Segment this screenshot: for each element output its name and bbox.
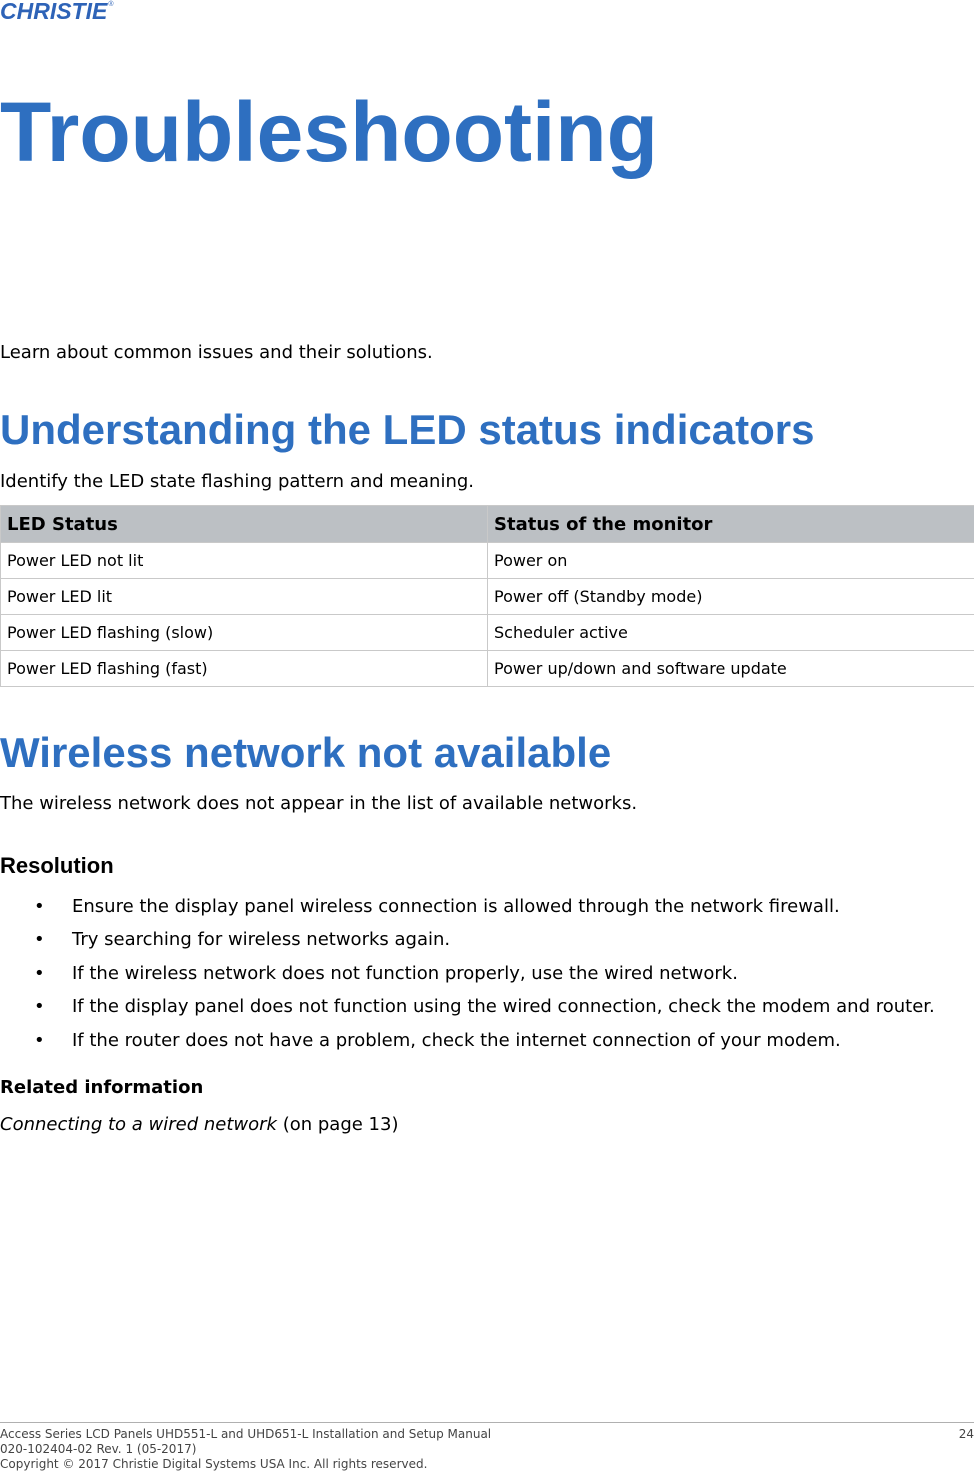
related-link-line — [0, 1113, 398, 1137]
led-section-title: Understanding the LED status indicators — [0, 406, 815, 453]
table-header-led-status: LED Status — [1, 506, 488, 543]
led-section-description: Identify the LED state flashing pattern and meaning. — [0, 471, 474, 492]
related-link[interactable]: Connecting to a wired network — [0, 1114, 277, 1135]
footer-doc-number: 020-102404-02 Rev. 1 (05-2017) — [0, 1442, 197, 1456]
list-item-text: If the display panel does not function using the wired connection, check the modem and router. — [72, 996, 935, 1018]
table-row — [1, 579, 974, 615]
bullet-icon: • — [34, 896, 45, 917]
list-item-text: Ensure the display panel wireless connection is allowed through the network firewall. — [72, 896, 840, 917]
page-footer — [0, 1427, 974, 1472]
table-header-monitor-status: Status of the monitor — [488, 506, 974, 543]
table-row — [1, 651, 974, 687]
page-number: 24 — [958, 1427, 974, 1441]
related-information-heading: Related information — [0, 1077, 204, 1098]
bullet-icon: • — [34, 929, 45, 951]
footer-copyright: Copyright © 2017 Christie Digital Systems USA Inc. All rights reserved. — [0, 1457, 428, 1471]
table-cell-led-status: Power LED flashing (slow) — [1, 615, 488, 651]
resolution-heading: Resolution — [0, 853, 114, 878]
bullet-icon: • — [34, 1029, 45, 1051]
related-link-page-ref: (on page 13) — [276, 1114, 399, 1135]
table-row — [1, 543, 974, 579]
logo-registered-mark: ® — [108, 1, 114, 8]
table-row — [1, 615, 974, 651]
table-cell-led-status: Power LED flashing (fast) — [1, 651, 488, 687]
table-cell-monitor-status: Power off (Standby mode) — [488, 579, 974, 615]
wireless-section-description: The wireless network does not appear in the list of available networks. — [0, 793, 638, 814]
page-title: Troubleshooting — [0, 85, 658, 179]
list-item — [0, 960, 974, 993]
wireless-section-title: Wireless network not available — [0, 729, 612, 776]
list-item — [0, 1027, 974, 1060]
table-cell-led-status: Power LED lit — [1, 579, 488, 615]
table-cell-monitor-status: Power on — [488, 543, 974, 579]
table-cell-monitor-status: Power up/down and software update — [488, 651, 974, 687]
led-status-table — [0, 505, 974, 687]
list-item-text: Try searching for wireless networks again. — [72, 929, 451, 951]
list-item-text: If the wireless network does not function properly, use the wired network. — [72, 962, 738, 984]
list-item — [0, 893, 974, 926]
list-item — [0, 993, 974, 1026]
list-item-text: If the router does not have a problem, check the internet connection of your modem. — [72, 1029, 841, 1051]
table-header-row — [1, 506, 974, 543]
table-cell-led-status: Power LED not lit — [1, 543, 488, 579]
page-intro: Learn about common issues and their solutions. — [0, 342, 433, 363]
resolution-steps-list — [0, 893, 974, 1060]
table-cell-monitor-status: Scheduler active — [488, 615, 974, 651]
christie-logo — [0, 0, 114, 22]
list-item — [0, 926, 974, 959]
footer-divider — [0, 1422, 974, 1423]
bullet-icon: • — [34, 996, 45, 1018]
footer-manual-title: Access Series LCD Panels UHD551-L and UHD651-L Installation and Setup Manual — [0, 1427, 492, 1441]
logo-text: CHRISTIE — [0, 0, 108, 24]
bullet-icon: • — [34, 962, 45, 984]
